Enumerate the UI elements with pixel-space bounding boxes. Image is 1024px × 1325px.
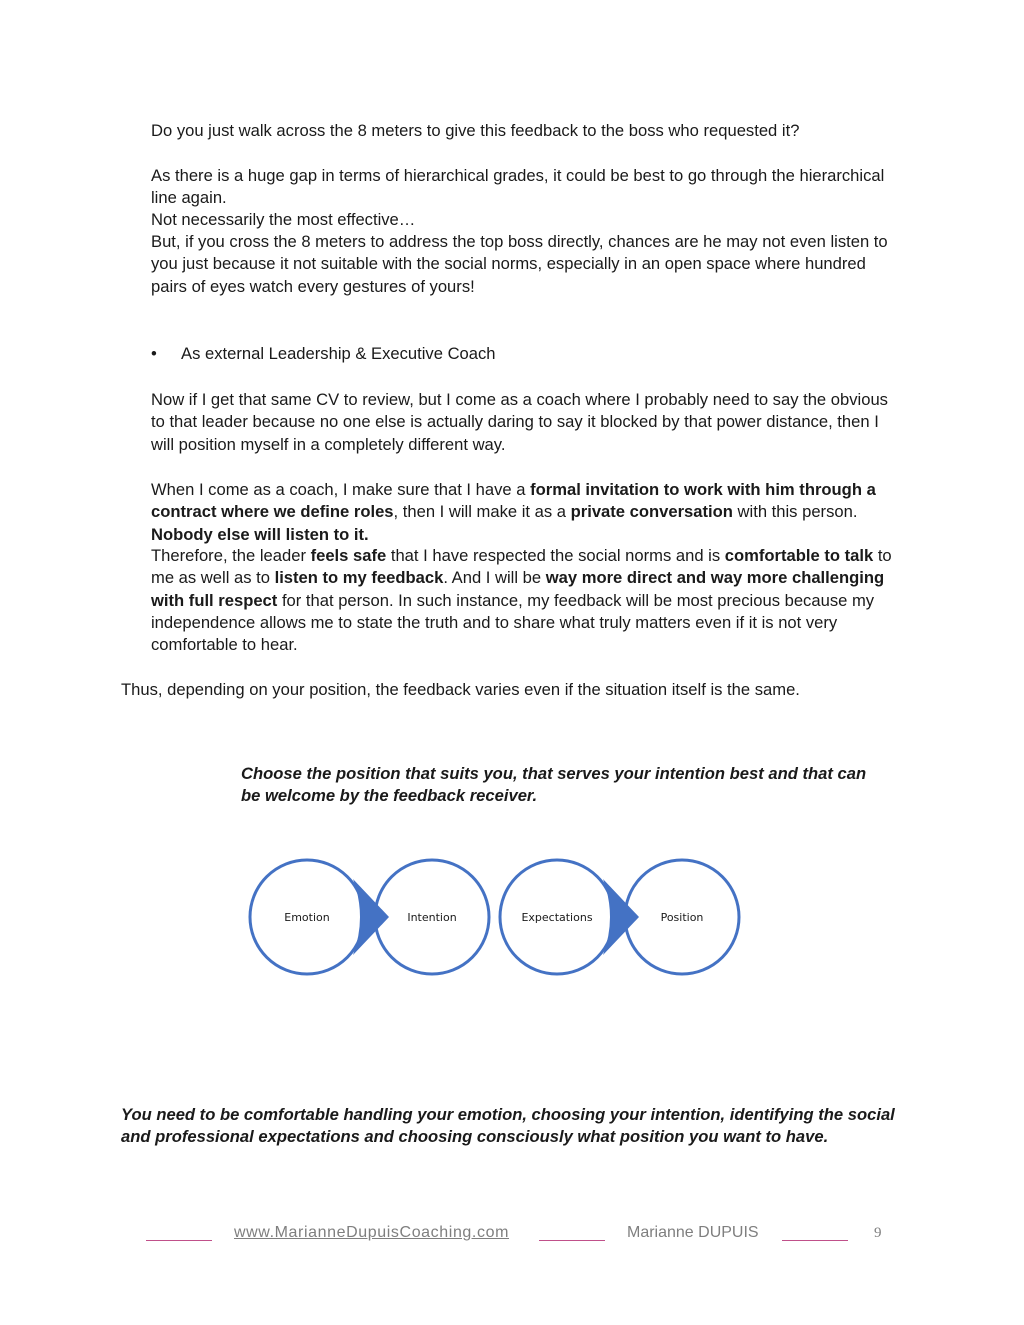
diagram-label-expectations: Expectations <box>521 911 593 924</box>
bold-run: listen to my feedback <box>274 568 444 588</box>
process-diagram <box>240 850 760 985</box>
bold-run: way more direct and way more challenging with full respect <box>151 568 885 610</box>
page-footer <box>0 1222 1024 1246</box>
text-run: for that person. In such instance, my feedback will be most precious because my independence allows me to state the truth and to share what truly matters even if it is not very comfortable to hear. <box>151 590 875 655</box>
bold-run: Nobody else will listen to it. <box>151 524 369 544</box>
text-run: . And I will be <box>443 568 546 588</box>
bold-run: feels safe <box>310 546 387 565</box>
bold-run: formal invitation to work with him through a contract where we define roles <box>151 480 876 522</box>
text-run: Therefore, the leader <box>151 546 311 565</box>
paragraph-coach-invitation <box>151 479 901 546</box>
quote-choose-position: Choose the position that suits you, that serves your intention best and that can be welcome by the feedback receiver. <box>241 763 867 805</box>
text-run: with this person. <box>732 502 858 522</box>
paragraph-leader-safe <box>151 545 901 656</box>
footer-divider <box>782 1240 848 1241</box>
bold-run: private conversation <box>570 502 733 522</box>
footer-author: Marianne DUPUIS <box>627 1224 759 1241</box>
paragraph-walk-question: Do you just walk across the 8 meters to give this feedback to the boss who requested it? <box>151 121 800 140</box>
diagram-label-position: Position <box>660 911 704 924</box>
bullet-dot-icon: • <box>151 344 157 363</box>
bullet-item-label: As external Leadership & Executive Coach <box>181 344 496 363</box>
text-run: When I come as a coach, I make sure that I have a <box>151 480 531 499</box>
paragraph-not-effective: Not necessarily the most effective… <box>151 210 416 229</box>
closing-statement: You need to be comfortable handling your emotion, choosing your intention, identifying the social and professional expectations and choosing consciously what position you want to have. <box>121 1104 895 1146</box>
paragraph-coach-cv: Now if I get that same CV to review, but I come as a coach where I probably need to say the obvious to that leader because no one else is actually daring to say it blocked by that power distance, then I will position myself in a completely different way. <box>151 390 888 454</box>
diagram-label-emotion: Emotion <box>284 911 330 924</box>
paragraph-thus: Thus, depending on your position, the feedback varies even if the situation itself is the same. <box>121 680 800 699</box>
text-run: , then I will make it as a <box>393 502 571 522</box>
footer-website-link[interactable]: www.MarianneDupuisCoaching.com <box>234 1224 510 1241</box>
paragraph-cross-meters: But, if you cross the 8 meters to address the top boss directly, chances are he may not even listen to you just because it not suitable with the social norms, especially in an open space where hundred pairs of eyes watch every gestures of yours! <box>151 232 888 296</box>
page-number: 9 <box>874 1225 882 1241</box>
footer-divider <box>539 1240 605 1241</box>
paragraph-hierarchy: As there is a huge gap in terms of hierarchical grades, it could be best to go through the hierarchical line again. <box>151 166 885 208</box>
bold-run: comfortable to talk <box>724 546 874 565</box>
text-run: to me as well as to <box>151 546 892 588</box>
text-run: that I have respected the social norms and is <box>386 546 725 565</box>
diagram-label-intention: Intention <box>407 911 457 924</box>
footer-divider <box>146 1240 212 1241</box>
